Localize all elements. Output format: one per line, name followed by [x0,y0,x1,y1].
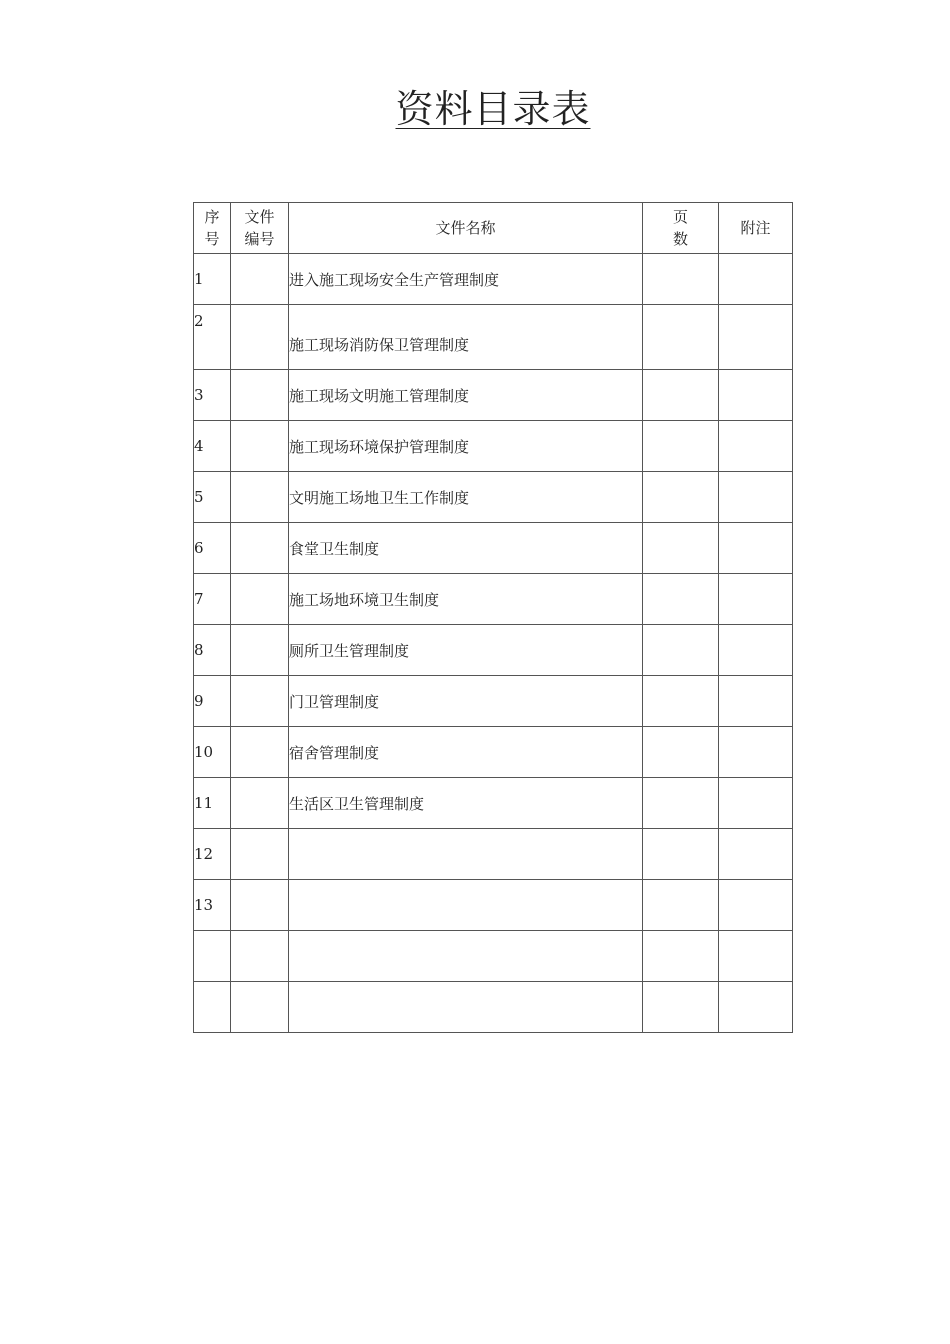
row-seq: 12 [194,829,231,880]
catalog-table [193,202,793,1033]
row-note [719,472,793,523]
row-name: 生活区卫生管理制度 [289,778,643,829]
row-code [231,982,289,1033]
row-note [719,676,793,727]
row-pages [643,880,719,931]
row-name: 施工场地环境卫生制度 [289,574,643,625]
row-note [719,305,793,370]
row-name: 门卫管理制度 [289,676,643,727]
row-pages [643,778,719,829]
header-row [194,203,793,254]
table-row [194,625,793,676]
row-name: 文明施工场地卫生工作制度 [289,472,643,523]
header-seq: 序 号 [194,203,231,254]
row-name: 食堂卫生制度 [289,523,643,574]
table-row [194,982,793,1033]
row-name [289,829,643,880]
header-pages: 页 数 [643,203,719,254]
row-seq: 13 [194,880,231,931]
table-row [194,523,793,574]
row-pages [643,421,719,472]
row-pages [643,370,719,421]
row-seq: 9 [194,676,231,727]
header-name: 文件名称 [289,203,643,254]
row-name [289,982,643,1033]
row-seq: 4 [194,421,231,472]
row-code [231,778,289,829]
table-row [194,472,793,523]
row-name: 宿舍管理制度 [289,727,643,778]
table-row [194,421,793,472]
row-seq [194,931,231,982]
row-pages [643,931,719,982]
row-seq: 7 [194,574,231,625]
table-row [194,676,793,727]
table-row [194,305,793,370]
row-name: 施工现场文明施工管理制度 [289,370,643,421]
row-code [231,676,289,727]
row-name: 厕所卫生管理制度 [289,625,643,676]
row-note [719,880,793,931]
row-note [719,523,793,574]
row-name: 施工现场消防保卫管理制度 [289,305,643,370]
table-row [194,829,793,880]
row-code [231,370,289,421]
row-name: 进入施工现场安全生产管理制度 [289,254,643,305]
row-pages [643,305,719,370]
row-note [719,254,793,305]
header-note: 附注 [719,203,793,254]
row-seq: 11 [194,778,231,829]
row-pages [643,523,719,574]
row-seq [194,982,231,1033]
row-pages [643,254,719,305]
row-pages [643,472,719,523]
row-note [719,982,793,1033]
row-note [719,931,793,982]
table-row [194,254,793,305]
row-name [289,931,643,982]
row-pages [643,625,719,676]
row-code [231,574,289,625]
row-seq: 3 [194,370,231,421]
row-code [231,305,289,370]
row-pages [643,676,719,727]
table-row [194,727,793,778]
row-pages [643,574,719,625]
row-seq: 6 [194,523,231,574]
row-code [231,625,289,676]
row-note [719,370,793,421]
table-row [194,778,793,829]
table-row [194,574,793,625]
row-code [231,931,289,982]
row-seq: 1 [194,254,231,305]
row-note [719,778,793,829]
row-code [231,727,289,778]
row-code [231,880,289,931]
table-row [194,880,793,931]
row-code [231,523,289,574]
row-code [231,472,289,523]
row-code [231,254,289,305]
row-note [719,625,793,676]
row-name [289,880,643,931]
row-pages [643,829,719,880]
row-seq: 10 [194,727,231,778]
row-code [231,829,289,880]
row-note [719,574,793,625]
row-seq: 2 [194,305,231,370]
table-row [194,931,793,982]
row-name: 施工现场环境保护管理制度 [289,421,643,472]
row-note [719,727,793,778]
page-title: 资料目录表 [395,87,591,131]
row-code [231,421,289,472]
row-pages [643,982,719,1033]
row-pages [643,727,719,778]
table-row [194,370,793,421]
header-code: 文件 编号 [231,203,289,254]
row-seq: 5 [194,472,231,523]
row-note [719,421,793,472]
row-note [719,829,793,880]
row-seq: 8 [194,625,231,676]
